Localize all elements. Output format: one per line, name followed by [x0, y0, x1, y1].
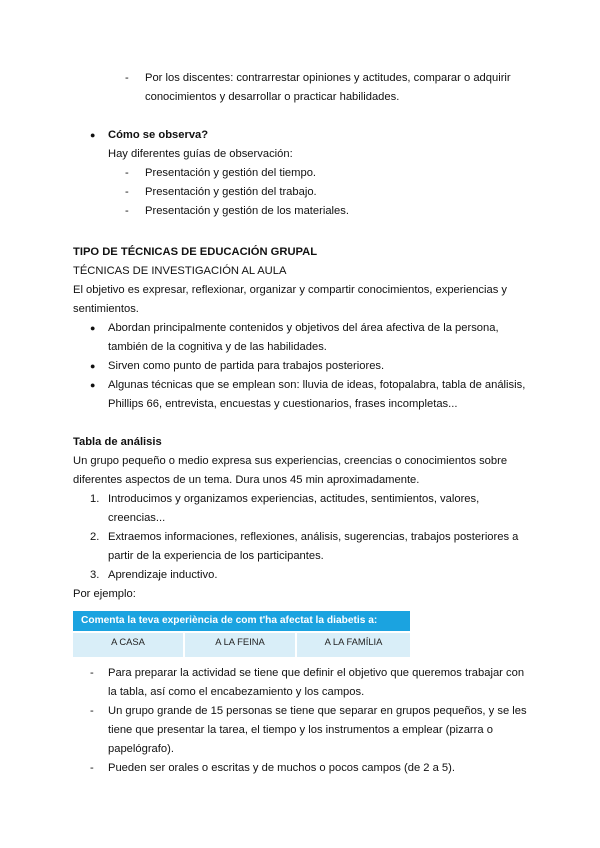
note-line-2: la tabla, así como el encabezamiento y los campos.	[108, 686, 365, 698]
step-line-2: partir de la experiencia de los participantes.	[108, 550, 324, 562]
observacion-item: Presentación y gestión del tiempo.	[145, 167, 317, 179]
note-line-1: Un grupo grande de 15 personas se tiene que separar en grupos pequeños, y se les	[108, 705, 527, 717]
example-table-cell: A LA FAMÍLIA	[297, 633, 410, 657]
tabla-paragraph-line-2: diferentes aspectos de un tema. Dura unos 45 min aproximadamente.	[73, 474, 420, 486]
como-observa-heading: Cómo se observa?	[108, 129, 209, 141]
bullet-marker: ●	[90, 380, 96, 390]
dash-marker: -	[90, 705, 94, 717]
bullet-marker: ●	[90, 323, 96, 333]
tipo-heading: TIPO DE TÉCNICAS DE EDUCACIÓN GRUPAL	[73, 246, 318, 258]
step-line-1: Aprendizaje inductivo.	[108, 569, 218, 581]
step-number: 2.	[90, 531, 100, 543]
example-table-header: Comenta la teva experiència de com t'ha afectat la diabetis a:	[73, 611, 410, 631]
note-line-1: Para preparar la actividad se tiene que definir el objetivo que queremos trabajar con	[108, 667, 525, 679]
example-label: Por ejemplo:	[73, 588, 136, 600]
note-line-1: Pueden ser orales o escritas y de muchos o pocos campos (de 2 a 5).	[108, 762, 455, 774]
como-observa-intro: Hay diferentes guías de observación:	[108, 148, 293, 160]
dash-marker: -	[125, 186, 129, 198]
step-line-2: creencias...	[108, 512, 166, 524]
tipo-bullet-line-2: también de la cognitiva y de las habilidades.	[108, 341, 327, 353]
tabla-paragraph-line-1: Un grupo pequeño o medio expresa sus experiencias, creencias o conocimientos sobre	[73, 455, 508, 467]
dash-marker: -	[125, 167, 129, 179]
step-line-1: Extraemos informaciones, reflexiones, análisis, sugerencias, trabajos posteriores a	[108, 531, 519, 543]
dash-marker: -	[90, 762, 94, 774]
tipo-paragraph-line-1: El objetivo es expresar, reflexionar, organizar y compartir conocimientos, experiencias y	[73, 284, 508, 296]
tipo-bullet-line-1: Abordan principalmente contenidos y objetivos del área afectiva de la persona,	[108, 322, 499, 334]
tipo-paragraph-line-2: sentimientos.	[73, 303, 139, 315]
bullet-marker: ●	[90, 130, 96, 140]
discentes-line-1: Por los discentes: contrarrestar opiniones y actitudes, comparar o adquirir	[145, 72, 511, 84]
dash-marker: -	[125, 72, 129, 84]
observacion-item: Presentación y gestión del trabajo.	[145, 186, 317, 198]
discentes-line-2: conocimientos y desarrollar o practicar habilidades.	[145, 91, 400, 103]
step-number: 1.	[90, 493, 100, 505]
tipo-subheading: TÉCNICAS DE INVESTIGACIÓN AL AULA	[73, 265, 287, 277]
example-table-cell: A LA FEINA	[185, 633, 295, 657]
tipo-bullet-line-2: Phillips 66, entrevista, encuestas y cuestionarios, frases incompletas...	[108, 398, 458, 410]
step-line-1: Introducimos y organizamos experiencias, actitudes, sentimientos, valores,	[108, 493, 480, 505]
dash-marker: -	[125, 205, 129, 217]
example-table	[73, 611, 410, 657]
step-number: 3.	[90, 569, 100, 581]
note-line-2: tiene que presentar la tarea, el tiempo y los instrumentos a emplear (pizarra o	[108, 724, 493, 736]
observacion-item: Presentación y gestión de los materiales.	[145, 205, 349, 217]
tipo-bullet-line-1: Algunas técnicas que se emplean son: lluvia de ideas, fotopalabra, tabla de análisis,	[108, 379, 526, 391]
example-table-row	[73, 633, 410, 657]
note-line-3: papelógrafo).	[108, 743, 174, 755]
example-table-cell: A CASA	[73, 633, 183, 657]
dash-marker: -	[90, 667, 94, 679]
tabla-heading: Tabla de análisis	[73, 436, 162, 448]
tipo-bullet-line-1: Sirven como punto de partida para trabajos posteriores.	[108, 360, 385, 372]
bullet-marker: ●	[90, 361, 96, 371]
